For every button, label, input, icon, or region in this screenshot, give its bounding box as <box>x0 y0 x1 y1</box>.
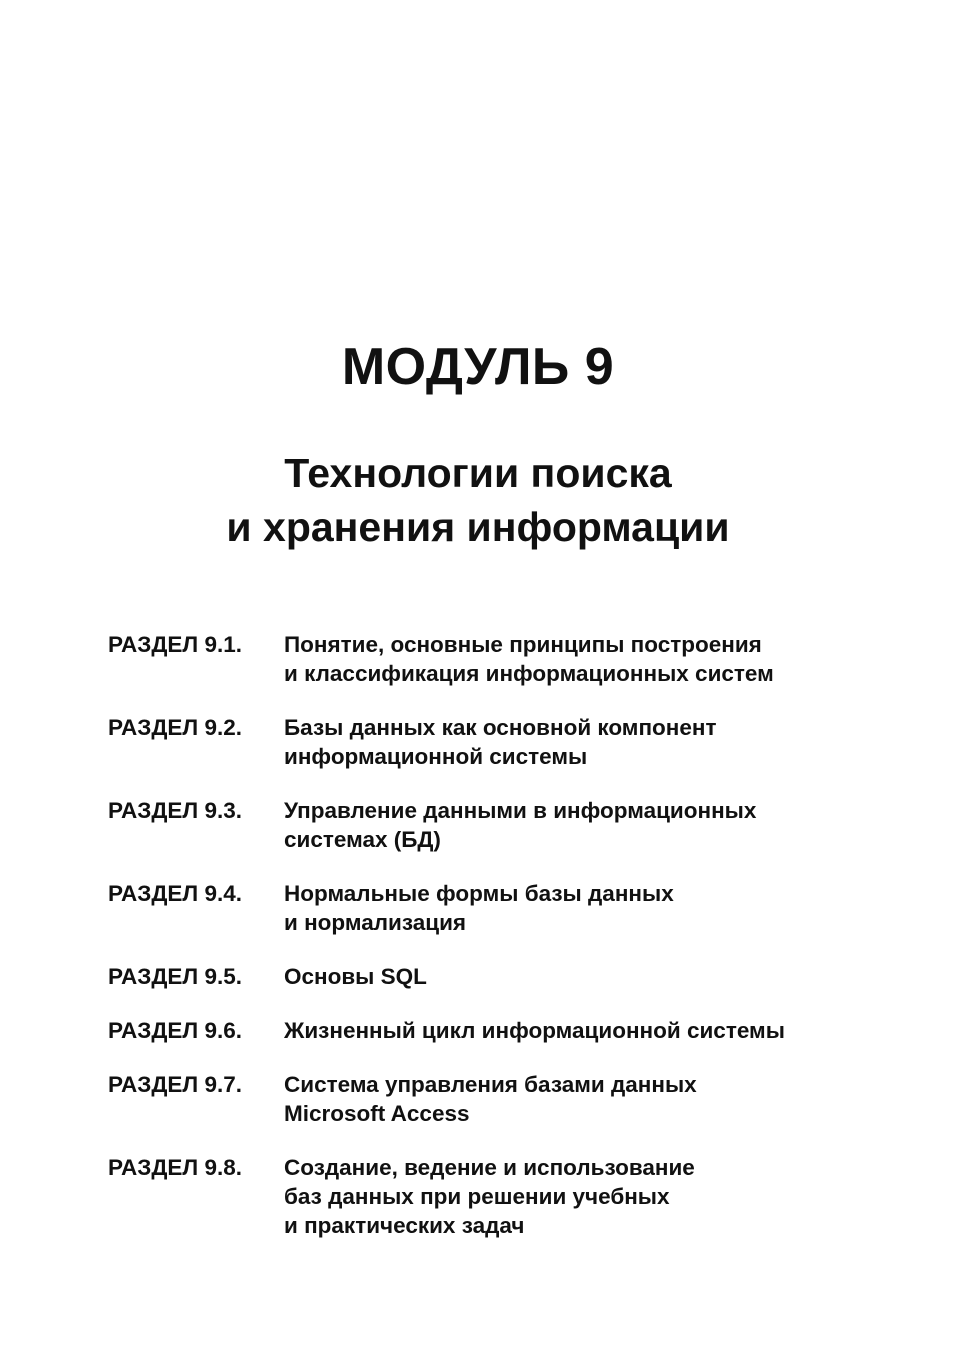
section-title-line: Система управления базами данных <box>284 1072 697 1097</box>
section-title-line: Microsoft Access <box>284 1101 470 1126</box>
section-title-line: Основы SQL <box>284 964 427 989</box>
section-number: РАЗДЕЛ 9.3. <box>108 798 242 823</box>
section-title-line: Управление данными в информационных <box>284 798 757 823</box>
section-title-line: Нормальные формы базы данных <box>284 881 674 906</box>
section-title-line: Базы данных как основной компонент <box>284 715 717 740</box>
section-title-line: и практических задач <box>284 1213 525 1238</box>
section-number: РАЗДЕЛ 9.2. <box>108 715 242 740</box>
module-subtitle-line: Технологии поиска <box>284 450 672 496</box>
section-title <box>284 1070 908 1128</box>
section-number: РАЗДЕЛ 9.4. <box>108 881 242 906</box>
section-item <box>108 1016 908 1045</box>
section-number: РАЗДЕЛ 9.8. <box>108 1155 242 1180</box>
section-title <box>284 630 908 688</box>
section-title-line: информационной системы <box>284 744 588 769</box>
section-item <box>108 630 908 688</box>
section-number: РАЗДЕЛ 9.5. <box>108 964 242 989</box>
section-title <box>284 1153 908 1240</box>
section-number: РАЗДЕЛ 9.6. <box>108 1018 242 1043</box>
section-title <box>284 713 908 771</box>
section-title-line: Создание, ведение и использование <box>284 1155 695 1180</box>
section-title-line: баз данных при решении учебных <box>284 1184 670 1209</box>
module-subtitle-line: и хранения информации <box>226 504 730 550</box>
section-title <box>284 962 908 991</box>
section-title-line: и классификация информационных систем <box>284 661 774 686</box>
section-item <box>108 1153 908 1240</box>
section-title-line: Жизненный цикл информационной системы <box>284 1018 785 1043</box>
section-title-line: и нормализация <box>284 910 467 935</box>
section-title <box>284 1016 908 1045</box>
section-list <box>108 630 908 1265</box>
section-item <box>108 962 908 991</box>
section-title-line: Понятие, основные принципы построения <box>284 632 762 657</box>
section-item <box>108 713 908 771</box>
section-number: РАЗДЕЛ 9.1. <box>108 632 242 657</box>
section-title-line: системах (БД) <box>284 827 441 852</box>
module-title: МОДУЛЬ 9 <box>341 338 615 396</box>
module-subtitle <box>0 446 956 554</box>
section-number: РАЗДЕЛ 9.7. <box>108 1072 242 1097</box>
section-title <box>284 796 908 854</box>
section-item <box>108 879 908 937</box>
section-title <box>284 879 908 937</box>
section-item <box>108 796 908 854</box>
section-item <box>108 1070 908 1128</box>
